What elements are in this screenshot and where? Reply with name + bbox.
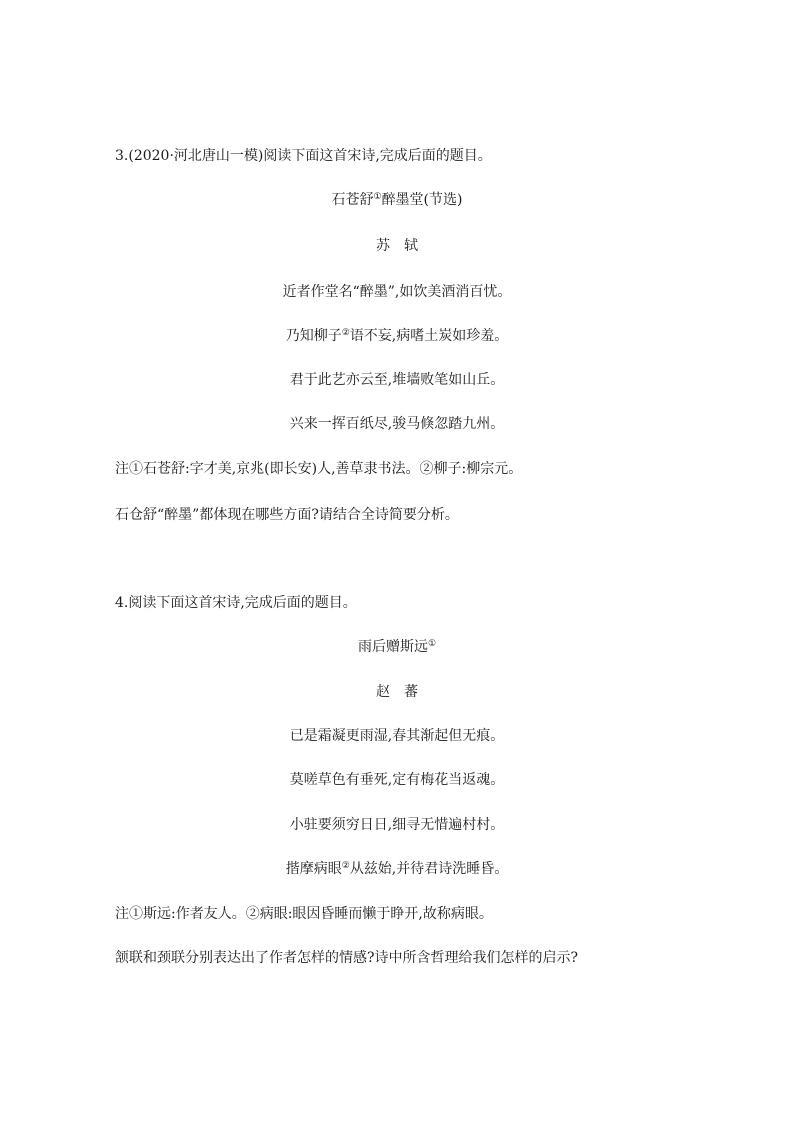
q3-line2-note-mark: ② bbox=[341, 328, 350, 338]
q4-poem-title bbox=[0, 637, 794, 657]
q3-line2-text-b: 语不妄,病嗜土炭如珍羞。 bbox=[349, 328, 509, 344]
q3-line3-text: 君于此艺亦云至,堆墙败笔如山丘。 bbox=[289, 372, 505, 388]
q3-poem-line-4 bbox=[0, 414, 794, 434]
q3-title-note-mark: ① bbox=[373, 192, 382, 202]
q3-poem-author bbox=[0, 236, 794, 256]
q4-poem-line-2 bbox=[0, 770, 794, 790]
q3-poem-line-3 bbox=[0, 370, 794, 390]
q3-question: 石仓舒“醉墨”都体现在哪些方面?请结合全诗简要分析。 bbox=[115, 507, 459, 523]
q4-line4-note-mark: ② bbox=[341, 861, 350, 871]
q4-note: 注①斯远:作者友人。②病眼:眼因昏睡而懒于睁开,故称病眼。 bbox=[115, 906, 493, 922]
q3-author: 苏轼 bbox=[376, 238, 432, 254]
q3-line2-text-a: 乃知柳子 bbox=[285, 328, 342, 344]
q3-prompt: 3.(2020·河北唐山一模)阅读下面这首宋诗,完成后面的题目。 bbox=[115, 148, 492, 164]
q4-prompt: 4.阅读下面这首宋诗,完成后面的题目。 bbox=[115, 595, 357, 611]
q3-title-part2: 醉墨堂(节选) bbox=[381, 192, 463, 208]
q4-poem-line-4 bbox=[0, 859, 794, 879]
q4-author: 赵蕃 bbox=[376, 684, 432, 700]
q4-poem-author bbox=[0, 682, 794, 702]
q4-line2-text: 莫嗟草色有垂死,定有梅花当返魂。 bbox=[289, 772, 505, 788]
q4-line3-text: 小驻要须穷日日,细寻无惜遍村村。 bbox=[289, 817, 505, 833]
q3-line4-text: 兴来一挥百纸尽,骏马倏忽踏九州。 bbox=[289, 416, 505, 432]
q3-poem-line-1 bbox=[0, 282, 794, 302]
q3-note: 注①石苍舒:字才美,京兆(即长安)人,善草隶书法。②柳子:柳宗元。 bbox=[115, 461, 523, 477]
q3-poem-title bbox=[0, 190, 794, 210]
q4-poem-line-1 bbox=[0, 726, 794, 746]
q3-poem-line-2 bbox=[0, 326, 794, 346]
q3-title-part1: 石苍舒 bbox=[331, 192, 374, 208]
q4-line1-text: 已是霜凝更雨湿,春其渐起但无痕。 bbox=[289, 728, 505, 744]
q4-title-note-mark: ① bbox=[427, 639, 437, 649]
q4-title-text: 雨后赠斯远 bbox=[357, 639, 428, 655]
q4-poem-line-3 bbox=[0, 815, 794, 835]
q4-question: 颔联和颈联分别表达出了作者怎样的情感?诗中所含哲理给我们怎样的启示? bbox=[115, 950, 579, 966]
q4-line4-text-b: 从兹始,并待君诗洗睡昏。 bbox=[349, 861, 509, 877]
q4-line4-text-a: 揩摩病眼 bbox=[285, 861, 342, 877]
q3-line1-text: 近者作堂名“醉墨”,如饮美酒消百忧。 bbox=[282, 284, 512, 300]
